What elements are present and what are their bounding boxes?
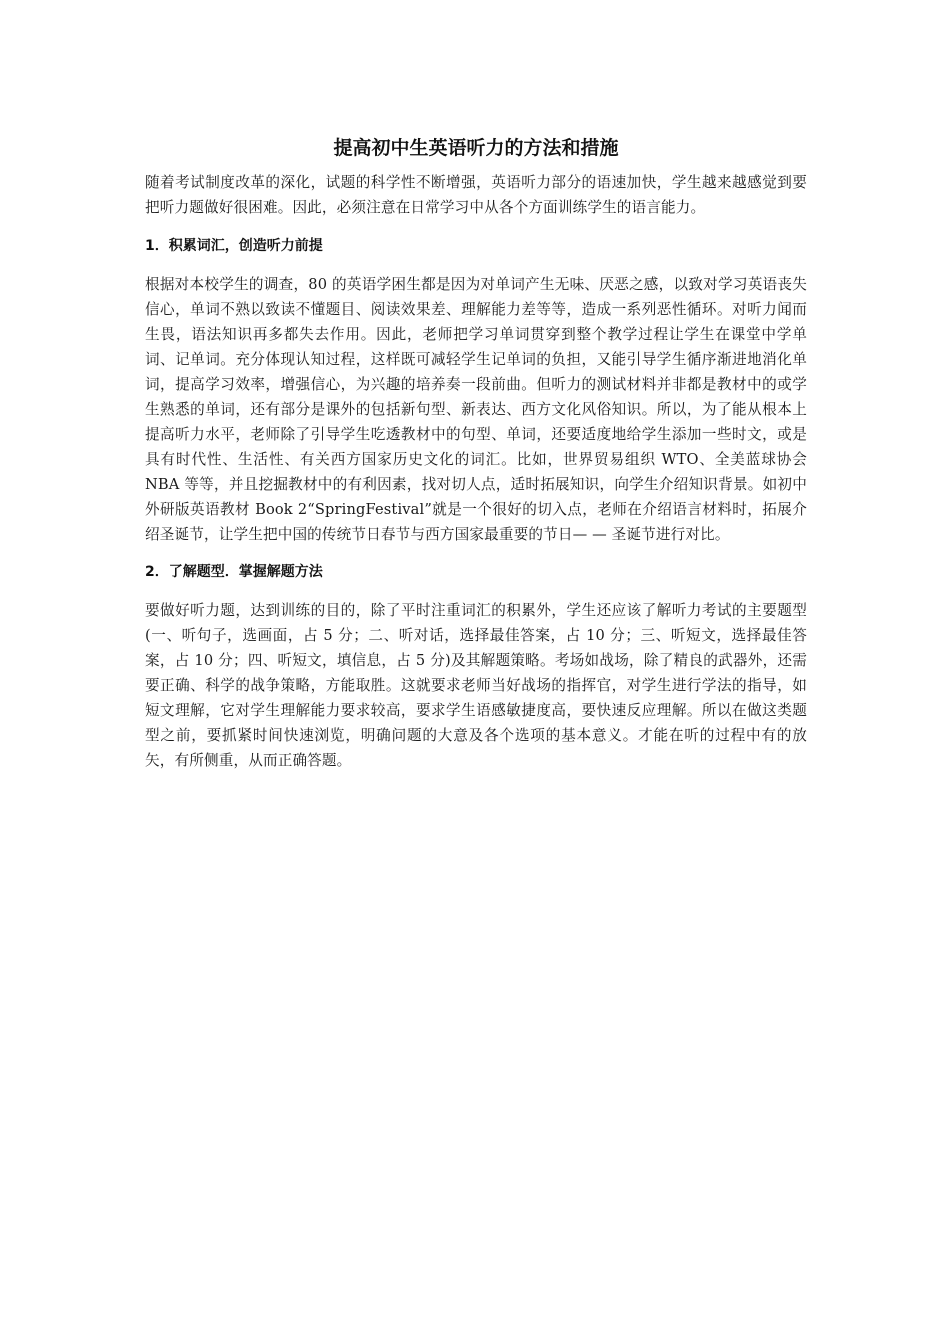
section-1: [145, 234, 807, 547]
section-2: [145, 560, 807, 773]
section-paragraph: 根据对本校学生的调查，80 的英语学困生都是因为对单词产生无味、厌恶之感，以致对学习英语丧失信心，单词不熟以致读不懂题目、阅读效果差、理解能力差等等，造成一系列恶性循环。对听力闻而生畏，语法知识再多都失去作用。因此，老师把学习单词贯穿到整个教学过程让学生在课堂中学单词、记单词。充分体现认知过程，这样既可减轻学生记单词的负担，又能引导学生循序渐进地消化单词，提高学习效率，增强信心，为兴趣的培养奏一段前曲。但听力的测试材料并非都是教材中的或学生熟悉的单词，还有部分是课外的包括新句型、新表达、西方文化风俗知识。所以，为了能从根本上提高听力水平，老师除了引导学生吃透教材中的句型、单词，还要适度地给学生添加一些时文，或是具有时代性、生活性、有关西方国家历史文化的词汇。比如，世界贸易组织 WTO、全美蓝球协会 NBA 等等，并且挖掘教材中的有利因素，找对切人点，适时拓展知识，向学生介绍知识背景。如初中外研版英语教材 Book 2“SpringFestival”就是一个很好的切入点，老师在介绍语言材料时，拓展介绍圣诞节，让学生把中国的传统节日春节与西方国家最重要的节日— — 圣诞节进行对比。: [145, 276, 807, 543]
intro-paragraph: 随着考试制度改革的深化，试题的科学性不断增强，英语听力部分的语速加快，学生越来越感觉到要把听力题做好很困难。因此，必须注意在日常学习中从各个方面训练学生的语言能力。: [145, 174, 807, 216]
document-page: [145, 134, 807, 786]
section-heading: 1．积累词汇，创造听力前提: [145, 238, 323, 254]
page-title: 提高初中生英语听力的方法和措施: [333, 137, 619, 159]
section-paragraph: 要做好听力题，达到训练的目的，除了平时注重词汇的积累外，学生还应该了解听力考试的主要题型(一、听句子，选画面，占 5 分；二、听对话，选择最佳答案，占 10 分；三、听短文，选择最佳答案，占 10 分；四、听短文，填信息，占 5 分)及其解题策略。考场如战场，除了精良的武器外，还需要正确、科学的战争策略，方能取胜。这就要求老师当好战场的指挥官，对学生进行学法的指导，如短文理解，它对学生理解能力要求较高，要求学生语感敏捷度高，要快速反应理解。所以在做这类题型之前，要抓紧时间快速浏览，明确问题的大意及各个选项的基本意义。才能在听的过程中有的放矢，有所侧重，从而正确答题。: [145, 602, 807, 769]
section-heading: 2．了解题型．掌握解题方法: [145, 564, 323, 580]
